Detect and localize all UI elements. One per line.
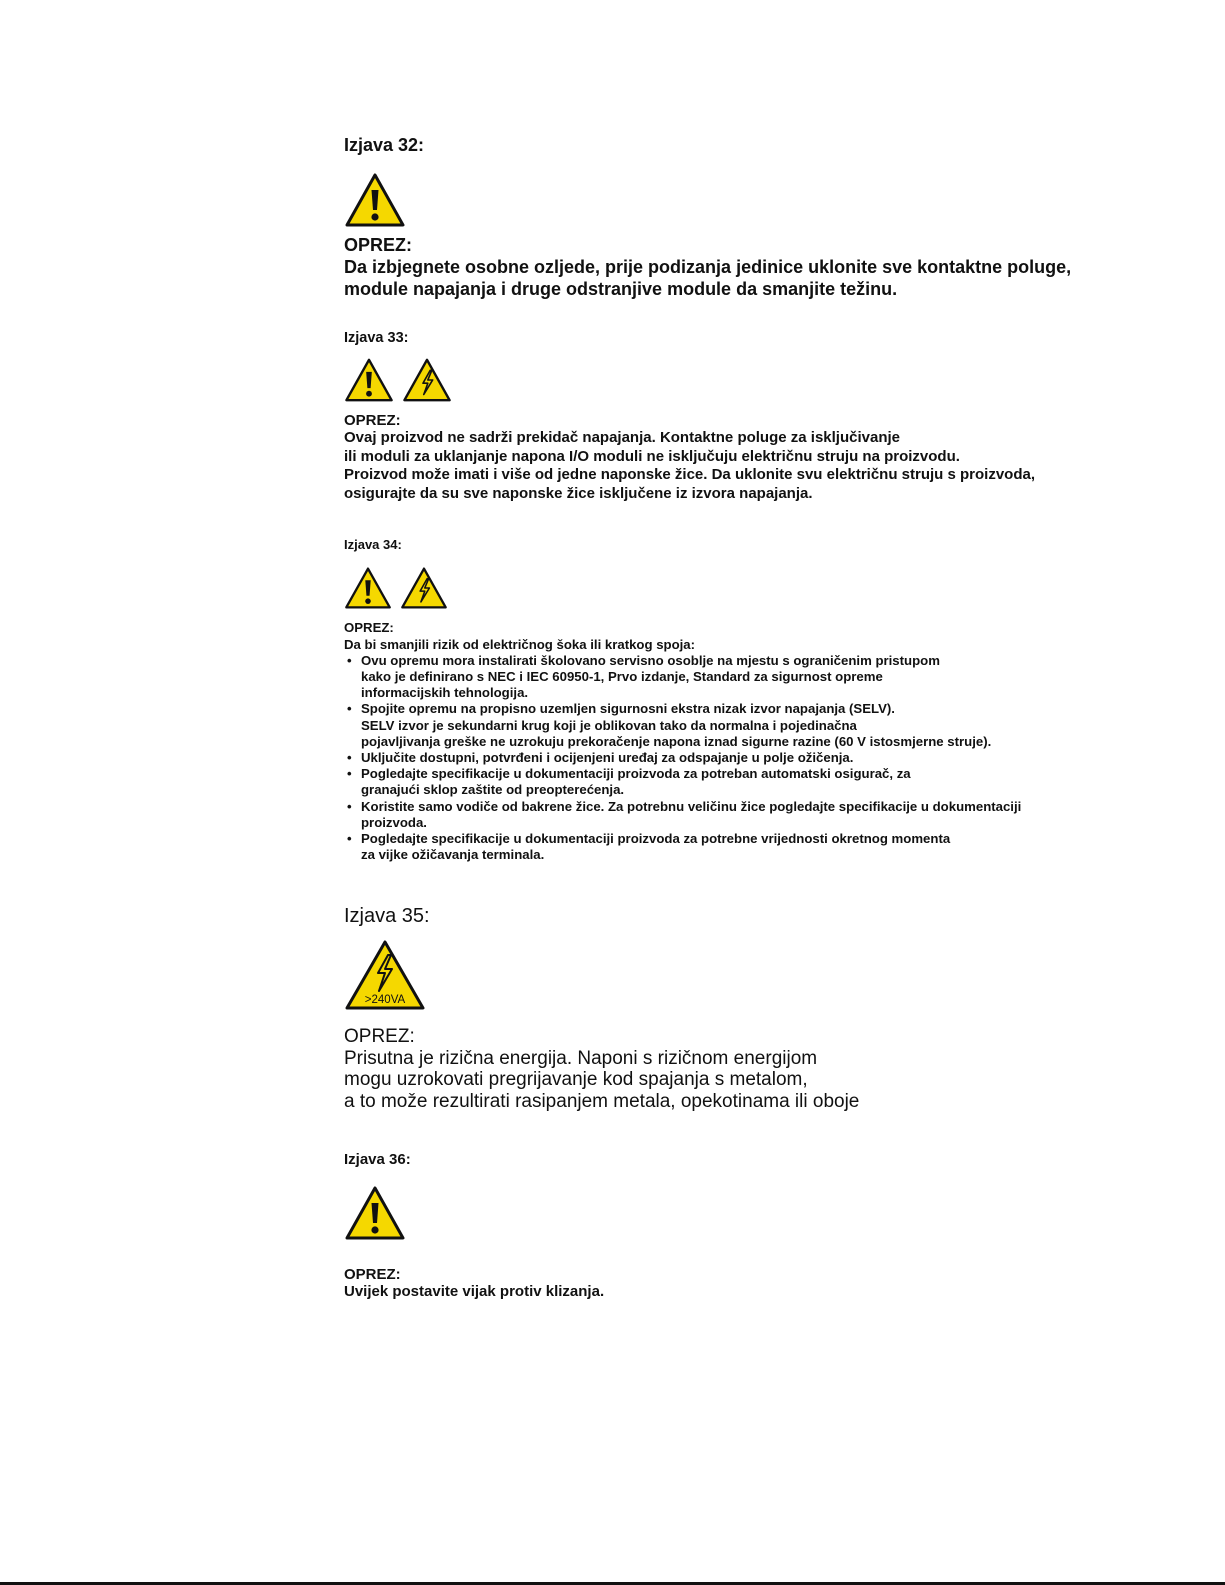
caution-heading: OPREZ: — [344, 1026, 415, 1047]
list-item-line: Pogledajte specifikacije u dokumentaciji proizvoda za potreban automatski osigurač, za — [361, 766, 911, 782]
statement-32 — [344, 136, 1071, 300]
caution-exclamation-icon — [344, 565, 392, 611]
statement-35 — [344, 905, 859, 1112]
list-item-line: granajući sklop zaštite od preopterećenja. — [361, 782, 625, 798]
list-item-line: Spojite opremu na propisno uzemljen sigurnosni ekstra nizak izvor napajanja (SELV). — [361, 701, 895, 717]
caution-heading: OPREZ: — [344, 234, 413, 255]
list-item — [344, 831, 1021, 863]
list-item — [344, 701, 1021, 750]
list-item — [344, 799, 1021, 831]
statement-text-line: Uvijek postavite vijak protiv klizanja. — [344, 1283, 605, 1300]
warning-icons — [344, 939, 859, 1011]
statement-text-line: module napajanja i druge odstranjive module da smanjite težinu. — [344, 278, 898, 299]
statement-text-line: ili moduli za uklanjanje napona I/O moduli ne isključuju električnu struju na proizvodu. — [344, 447, 960, 465]
statement-intro: Da bi smanjili rizik od električnog šoka ili kratkog spoja: — [344, 636, 696, 652]
list-item-line: SELV izvor je sekundarni krug koji je oblikovan tako da normalna i pojedinačna — [361, 717, 857, 733]
bullet-glyph: • — [347, 830, 352, 846]
icon-caption: >240VA — [364, 994, 406, 1006]
statement-text-line: osigurajte da su sve naponske žice isključene iz izvora napajanja. — [344, 484, 813, 502]
warning-icons — [344, 172, 1071, 228]
caution-heading: OPREZ: — [344, 620, 394, 636]
statement-36 — [344, 1152, 604, 1301]
bullet-glyph: • — [347, 798, 352, 814]
statement-text-line: Da izbjegnete osobne ozljede, prije podizanja jedinice uklonite sve kontaktne poluge, — [344, 256, 1072, 277]
bullet-glyph: • — [347, 766, 352, 782]
caution-exclamation-icon — [344, 172, 406, 228]
electrical-hazard-icon — [400, 565, 448, 611]
statement-33 — [344, 331, 1035, 503]
statement-text-line: a to može rezultirati rasipanjem metala, opekotinama ili oboje — [344, 1090, 860, 1112]
bullet-glyph: • — [347, 701, 352, 717]
statement-label: Izjava 33: — [344, 330, 409, 346]
warning-icons — [344, 1185, 604, 1241]
caution-exclamation-icon — [344, 1185, 406, 1241]
list-item — [344, 766, 1021, 798]
statement-label: Izjava 35: — [344, 905, 430, 927]
statement-text-line: Proizvod može imati i više od jedne naponske žice. Da uklonite svu električnu struju s proizvoda, — [344, 466, 1036, 484]
list-item-line: Ovu opremu mora instalirati školovano servisno osoblje na mjestu s ograničenim pristupom — [361, 652, 940, 668]
statement-label: Izjava 32: — [344, 135, 425, 155]
statement-label: Izjava 34: — [344, 537, 402, 552]
bullet-glyph: • — [347, 652, 352, 668]
list-item — [344, 750, 1021, 766]
bullet-glyph: • — [347, 749, 352, 765]
statement-text-line: Ovaj proizvod ne sadrži prekidač napajanja. Kontaktne poluge za isključivanje — [344, 429, 900, 447]
statement-text-line: mogu uzrokovati pregrijavanje kod spajanja s metalom, — [344, 1069, 808, 1091]
list-item-line: pojavljivanja greške ne uzrokuju prekoračenje napona iznad sigurne razine (60 V istosmjerne struje). — [361, 733, 992, 749]
statement-34 — [344, 538, 1021, 863]
list-item-line: za vijke ožičavanja terminala. — [361, 847, 545, 863]
caution-exclamation-icon — [344, 356, 394, 404]
caution-heading: OPREZ: — [344, 411, 401, 429]
statement-text-line: Prisutna je rizična energija. Naponi s rizičnom energijom — [344, 1047, 818, 1069]
list-item-line: informacijskih tehnologija. — [361, 685, 529, 701]
electrical-hazard-icon — [402, 356, 452, 404]
list-item — [344, 653, 1021, 702]
warning-icons — [344, 565, 1021, 611]
list-item-line: Uključite dostupni, potvrđeni i ocijenjeni uređaj za odspajanje u polje ožičenja. — [361, 749, 854, 765]
caution-bullet-list — [344, 653, 1021, 864]
warning-icons — [344, 356, 1035, 404]
high-energy-hazard-icon — [344, 939, 426, 1011]
list-item-line: proizvoda. — [361, 814, 427, 830]
list-item-line: Pogledajte specifikacije u dokumentaciji proizvoda za potrebne vrijednosti okretnog momenta — [361, 830, 951, 846]
list-item-line: kako je definirano s NEC i IEC 60950-1, Prvo izdanje, Standard za sigurnost opreme — [361, 668, 883, 684]
caution-heading: OPREZ: — [344, 1265, 401, 1283]
statement-label: Izjava 36: — [344, 1151, 411, 1168]
list-item-line: Koristite samo vodiče od bakrene žice. Za potrebnu veličinu žice pogledajte specifikacije u dokumentaciji — [361, 798, 1022, 814]
